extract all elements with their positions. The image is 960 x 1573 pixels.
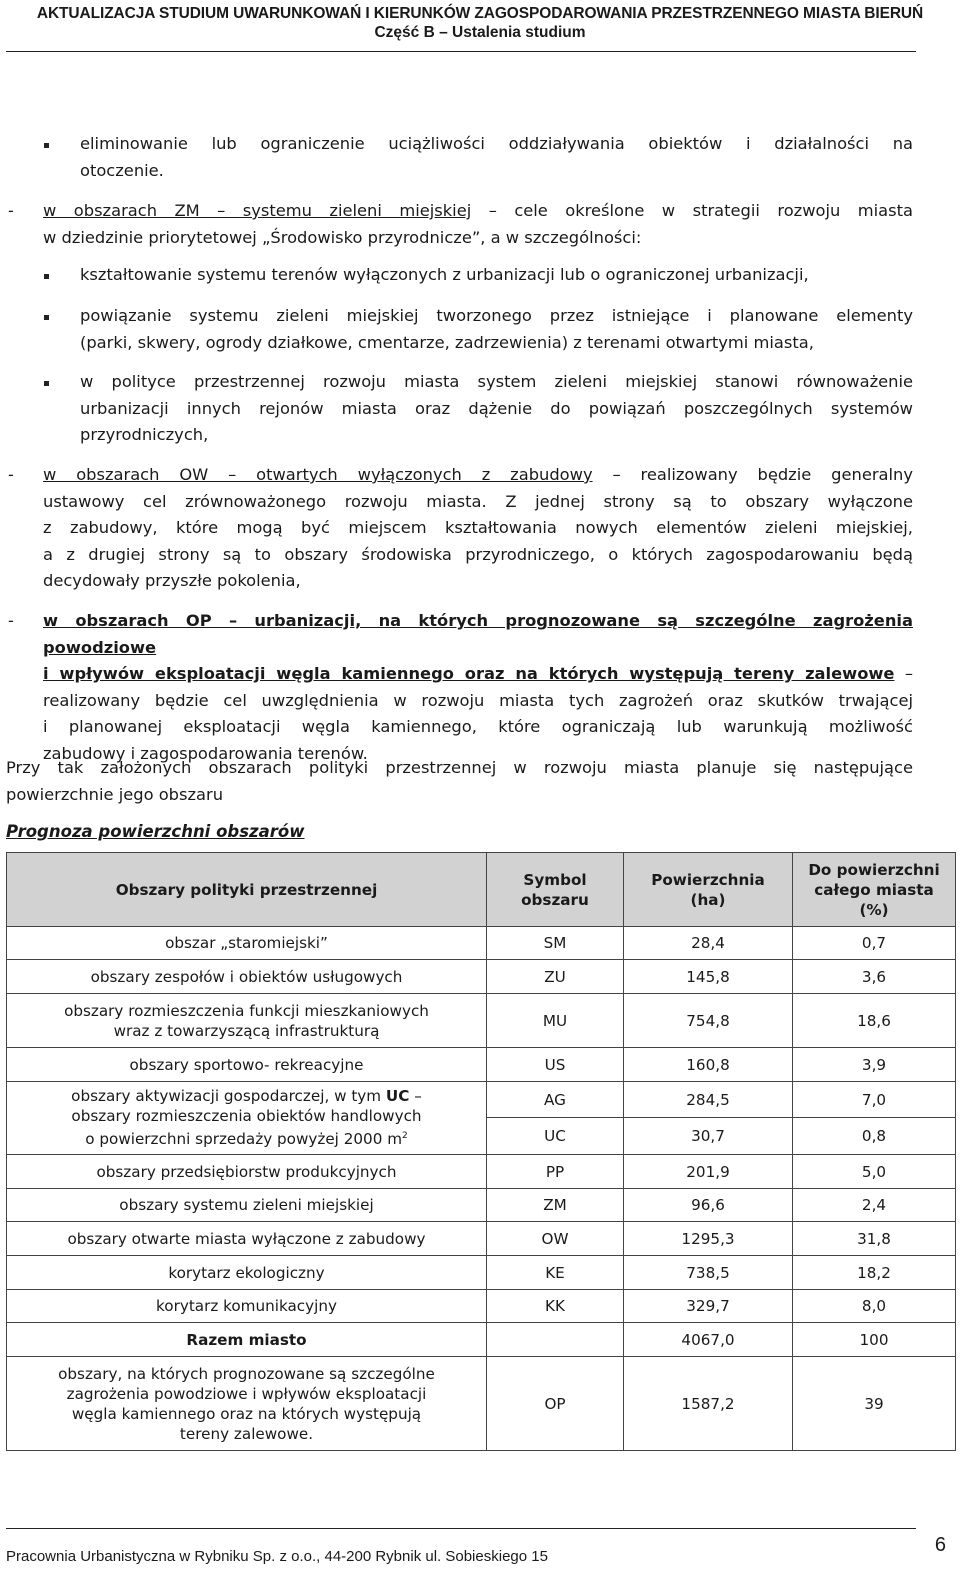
cell-symbol: MU	[487, 994, 624, 1048]
intro-paragraph: Przy tak założonych obszarach polityki przestrzennej w rozwoju miasta planuje się następujące powierzchnie jego obszaru	[6, 758, 913, 804]
bullet-text-zm-2: powiązanie systemu zieleni miejskiej tworzonego przez istniejące i planowane elementy (parki, skwery, ogrody działkowe, cmentarze, zadrzewienia) z terenami otwartymi miasta,	[80, 306, 913, 352]
table-row	[7, 1189, 956, 1222]
op-heading-line1: w obszarach OP – urbanizacji, na których prognozowane są szczególne zagrożenia powodziowe	[43, 611, 913, 657]
cell-symbol: KE	[487, 1256, 624, 1290]
header-subtitle: Część B – Ustalenia studium	[374, 24, 586, 41]
cell-symbol: OP	[487, 1357, 624, 1451]
cell-name: obszary rozmieszczenia funkcji mieszkaniowych wraz z towarzyszącą infrastrukturą	[7, 994, 487, 1048]
cell-area: 96,6	[624, 1189, 793, 1222]
op-heading-line2: i wpływów eksploatacji węgla kamiennego oraz na których występują tereny zalewowe	[43, 664, 895, 683]
cell-area: 754,8	[624, 994, 793, 1048]
table-total-row	[7, 1323, 956, 1357]
table-row	[7, 1357, 956, 1451]
ow-heading: w obszarach OW – otwartych wyłączonych z zabudowy	[43, 465, 593, 484]
cell-name: korytarz ekologiczny	[7, 1256, 487, 1290]
header-title: AKTUALIZACJA STUDIUM UWARUNKOWAŃ I KIERUNKÓW ZAGOSPODAROWANIA PRZESTRZENNEGO MIASTA BIERUŃ	[36, 5, 924, 22]
paragraph-ow: w obszarach OW – otwartych wyłączonych z zabudowy – realizowany będzie generalny ustawowy cel zrównoważonego rozwoju miasta. Z jednej strony są to obszary wyłączone z zabudowy, które mogą być miejscem kształtowania nowych elementów zieleni miejskiej, a z drugiej strony są to obszary środowiska przyrodniczego, o których zagospodarowaniu będą decydowały przyszłe pokolenia,	[43, 465, 913, 590]
paragraph-op: w obszarach OP – urbanizacji, na których prognozowane są szczególne zagrożenia powodziowe i wpływów eksploatacji węgla kamiennego oraz na których występują tereny zalewowe – realizowany będzie cel uwzględnienia w rozwoju miasta tych zagrożeń oraz skutków trwającej i planowanej eksploatacji węgla kamiennego, które ograniczają lub warunkują możliwość zabudowy i zagospodarowania terenów.	[43, 608, 913, 767]
cell-name: obszar „staromiejski”	[7, 927, 487, 960]
header-area-ha: Powierzchnia (ha)	[624, 853, 793, 927]
header-areas: Obszary polityki przestrzennej	[7, 853, 487, 927]
cell-name: obszary zespołów i obiektów usługowych	[7, 960, 487, 994]
bullet-marker	[44, 315, 49, 320]
cell-symbol: ZU	[487, 960, 624, 994]
header-percent: Do powierzchni całego miasta (%)	[793, 853, 956, 927]
header-symbol: Symbol obszaru	[487, 853, 624, 927]
bullet-marker	[44, 274, 49, 279]
cell-percent: 0,8	[793, 1118, 956, 1155]
bullet-text-eliminowanie: eliminowanie lub ograniczenie uciążliwości oddziaływania obiektów i działalności na otoczenie.	[80, 134, 913, 180]
cell-area: 4067,0	[624, 1323, 793, 1357]
cell-percent: 31,8	[793, 1222, 956, 1256]
dash-marker: -	[8, 201, 14, 220]
section-title: Prognoza powierzchni obszarów	[6, 822, 305, 841]
area-forecast-table	[6, 852, 956, 1451]
cell-percent: 3,6	[793, 960, 956, 994]
cell-percent: 7,0	[793, 1082, 956, 1118]
page-number: 6	[934, 1534, 946, 1556]
cell-symbol: UC	[487, 1118, 624, 1155]
table-row	[7, 927, 956, 960]
bullet-text-zm-3: w polityce przestrzennej rozwoju miasta system zieleni miejskiej stanowi równoważenie urbanizacji innych rejonów miasta oraz dążenie do powiązań poszczególnych systemów przyrodniczych,	[80, 372, 913, 444]
cell-symbol: US	[487, 1048, 624, 1082]
cell-percent: 2,4	[793, 1189, 956, 1222]
bullet-marker	[44, 381, 49, 386]
cell-symbol: OW	[487, 1222, 624, 1256]
cell-area: 1587,2	[624, 1357, 793, 1451]
dash-marker: -	[8, 611, 14, 630]
cell-name: obszary systemu zieleni miejskiej	[7, 1189, 487, 1222]
cell-total-name: Razem miasto	[7, 1323, 487, 1357]
bullet-marker	[44, 143, 49, 148]
dash-marker: -	[8, 465, 14, 484]
cell-name: obszary otwarte miasta wyłączone z zabudowy	[7, 1222, 487, 1256]
header-divider	[6, 51, 916, 52]
table-header-row	[7, 853, 956, 927]
table-row	[7, 1155, 956, 1189]
cell-percent: 39	[793, 1357, 956, 1451]
cell-percent: 18,6	[793, 994, 956, 1048]
bullet-text-zm-1: kształtowanie systemu terenów wyłączonych z urbanizacji lub o ograniczonej urbanizacji,	[80, 265, 809, 284]
cell-name: obszary sportowo- rekreacyjne	[7, 1048, 487, 1082]
cell-symbol: AG	[487, 1082, 624, 1118]
cell-area: 738,5	[624, 1256, 793, 1290]
cell-symbol: PP	[487, 1155, 624, 1189]
cell-symbol: SM	[487, 927, 624, 960]
cell-percent: 100	[793, 1323, 956, 1357]
paragraph-zm: w obszarach ZM – systemu zieleni miejskiej – cele określone w strategii rozwoju miasta w dziedzinie priorytetowej „Środowisko przyrodnicze”, a w szczególności:	[43, 201, 914, 247]
cell-area: 145,8	[624, 960, 793, 994]
cell-percent: 0,7	[793, 927, 956, 960]
table-row	[7, 1222, 956, 1256]
table-row	[7, 1082, 956, 1118]
zm-heading: w obszarach ZM – systemu zieleni miejskiej	[43, 201, 472, 220]
cell-percent: 3,9	[793, 1048, 956, 1082]
cell-area: 329,7	[624, 1290, 793, 1323]
cell-area: 160,8	[624, 1048, 793, 1082]
cell-area: 201,9	[624, 1155, 793, 1189]
cell-area: 28,4	[624, 927, 793, 960]
cell-name-ag-uc: obszary aktywizacji gospodarczej, w tym UC – obszary rozmieszczenia obiektów handlowych o powierzchni sprzedaży powyżej 2000 $m^2$	[7, 1082, 487, 1155]
table-row	[7, 1256, 956, 1290]
cell-name: obszary przedsiębiorstw produkcyjnych	[7, 1155, 487, 1189]
cell-percent: 8,0	[793, 1290, 956, 1323]
footer-divider	[6, 1528, 916, 1529]
cell-symbol: KK	[487, 1290, 624, 1323]
cell-area: 1295,3	[624, 1222, 793, 1256]
cell-area: 30,7	[624, 1118, 793, 1155]
cell-symbol: ZM	[487, 1189, 624, 1222]
table-row	[7, 1048, 956, 1082]
cell-name: korytarz komunikacyjny	[7, 1290, 487, 1323]
cell-percent: 5,0	[793, 1155, 956, 1189]
cell-name: obszary, na których prognozowane są szczególne zagrożenia powodziowe i wpływów eksploatacji węgla kamiennego oraz na których występują tereny zalewowe.	[7, 1357, 487, 1451]
footer-text: Pracownia Urbanistyczna w Rybniku Sp. z o.o., 44-200 Rybnik ul. Sobieskiego 15	[6, 1548, 548, 1565]
table-row	[7, 1290, 956, 1323]
cell-symbol	[487, 1323, 624, 1357]
table-row	[7, 960, 956, 994]
cell-percent: 18,2	[793, 1256, 956, 1290]
cell-area: 284,5	[624, 1082, 793, 1118]
table-row	[7, 994, 956, 1048]
